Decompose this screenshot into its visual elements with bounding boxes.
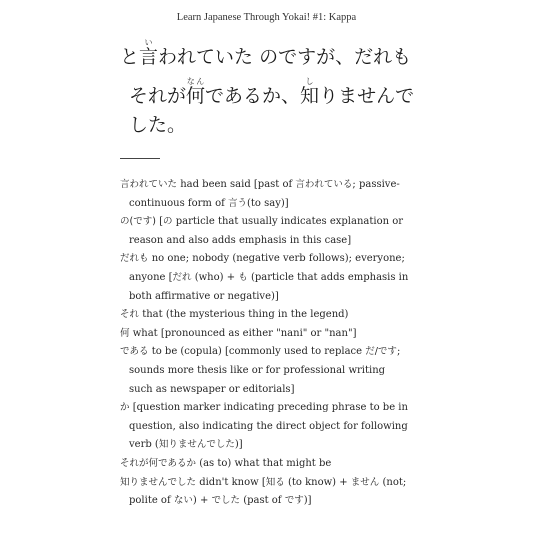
glossary-definition-text: (as to) what that might be	[196, 457, 332, 469]
glossary-entry	[120, 343, 410, 399]
glossary-japanese-text: だれ	[172, 271, 192, 283]
furigana-ruby: 知し	[300, 77, 320, 107]
furigana-ruby: 言い	[139, 38, 159, 68]
glossary-definition-text: ; sounds more thesis like or for professional writing such as newspaper or editorials]	[129, 346, 401, 395]
main-line-1	[120, 38, 520, 67]
glossary-japanese-text: ません	[350, 476, 380, 488]
glossary-term: 知りませんでした	[120, 476, 197, 488]
glossary-definition-text: (to know) +	[284, 476, 351, 488]
glossary-entry	[120, 399, 410, 455]
section-divider	[120, 158, 160, 159]
glossary-definition-text: (to say)]	[247, 197, 289, 209]
main-text: と	[120, 46, 140, 68]
glossary-definition-text: particle that usually indicates explanation or reason and also adds emphasis in this case]	[129, 216, 404, 246]
glossary-japanese-text: 言う	[228, 197, 248, 209]
glossary-definition-text: [question marker indicating preceding phrase to be in question, also indicating the direct object for following verb (	[129, 402, 408, 451]
glossary-term: それ	[120, 309, 140, 321]
main-line-2	[129, 77, 520, 106]
main-text: われていた のですが、だれも	[158, 46, 412, 68]
main-text: りませんで	[319, 85, 415, 107]
furigana-ruby: 何なん	[186, 77, 206, 107]
glossary-definition-text: (particle that adds emphasis in both affirmative or negative)]	[129, 271, 409, 302]
glossary-japanese-text: ない	[173, 495, 193, 507]
glossary-japanese-text: 言われている	[295, 179, 353, 190]
main-line-3: した。	[129, 114, 187, 136]
glossary-term: 言われていた	[120, 179, 178, 190]
glossary-definition-text: )]	[234, 439, 243, 451]
glossary-japanese-text: 知る	[265, 476, 285, 488]
glossary-term: 何	[120, 327, 130, 339]
main-sentence	[120, 38, 520, 145]
vocabulary-glossary	[120, 176, 410, 511]
main-text: であるか、	[205, 85, 301, 107]
page-header-title: Learn Japanese Through Yokai! #1: Kappa	[176, 12, 357, 23]
glossary-term: の(です)	[120, 216, 156, 228]
glossary-entry	[120, 306, 410, 325]
glossary-entry	[120, 250, 410, 306]
glossary-definition-text: no one; nobody (negative verb follows); everyone; anyone [	[129, 253, 405, 283]
furigana-reading: なん	[186, 77, 206, 86]
glossary-definition-text: [	[155, 216, 164, 228]
glossary-definition-text: had been said [past of	[177, 179, 296, 190]
glossary-japanese-text: だ/です	[365, 346, 397, 358]
glossary-definition-text: (past of	[240, 495, 285, 507]
glossary-japanese-text: 知りませんでした	[158, 439, 235, 451]
glossary-definition-text: to be (copula) [commonly used to replace	[148, 346, 366, 358]
glossary-definition-text: (not; polite of	[129, 476, 407, 507]
glossary-definition-text: ) +	[192, 495, 212, 507]
glossary-japanese-text: の	[163, 216, 173, 228]
glossary-definition-text: )]	[303, 495, 312, 507]
main-text: それが	[129, 85, 187, 107]
glossary-definition-text: ; passive-continuous form of	[129, 179, 400, 209]
glossary-definition-text: didn't know [	[196, 476, 266, 488]
glossary-definition-text: that (the mysterious thing in the legend)	[139, 309, 349, 321]
glossary-entry	[120, 455, 410, 474]
glossary-term: それが何であるか	[120, 457, 197, 469]
glossary-japanese-text: でした	[211, 495, 241, 507]
glossary-term: だれも	[120, 253, 149, 265]
glossary-japanese-text: です	[284, 495, 304, 507]
glossary-term: である	[120, 346, 149, 358]
glossary-term: か	[120, 402, 130, 414]
glossary-japanese-text: も	[238, 271, 248, 283]
glossary-entry	[120, 325, 410, 344]
glossary-entry	[120, 213, 410, 250]
furigana-reading: い	[139, 38, 159, 47]
glossary-entry	[120, 474, 410, 511]
glossary-definition-text: (who) +	[191, 271, 239, 283]
glossary-definition-text: what [pronounced as either "nani" or "nan"]	[129, 327, 357, 339]
glossary-entry	[120, 176, 410, 213]
furigana-reading: し	[300, 77, 320, 86]
